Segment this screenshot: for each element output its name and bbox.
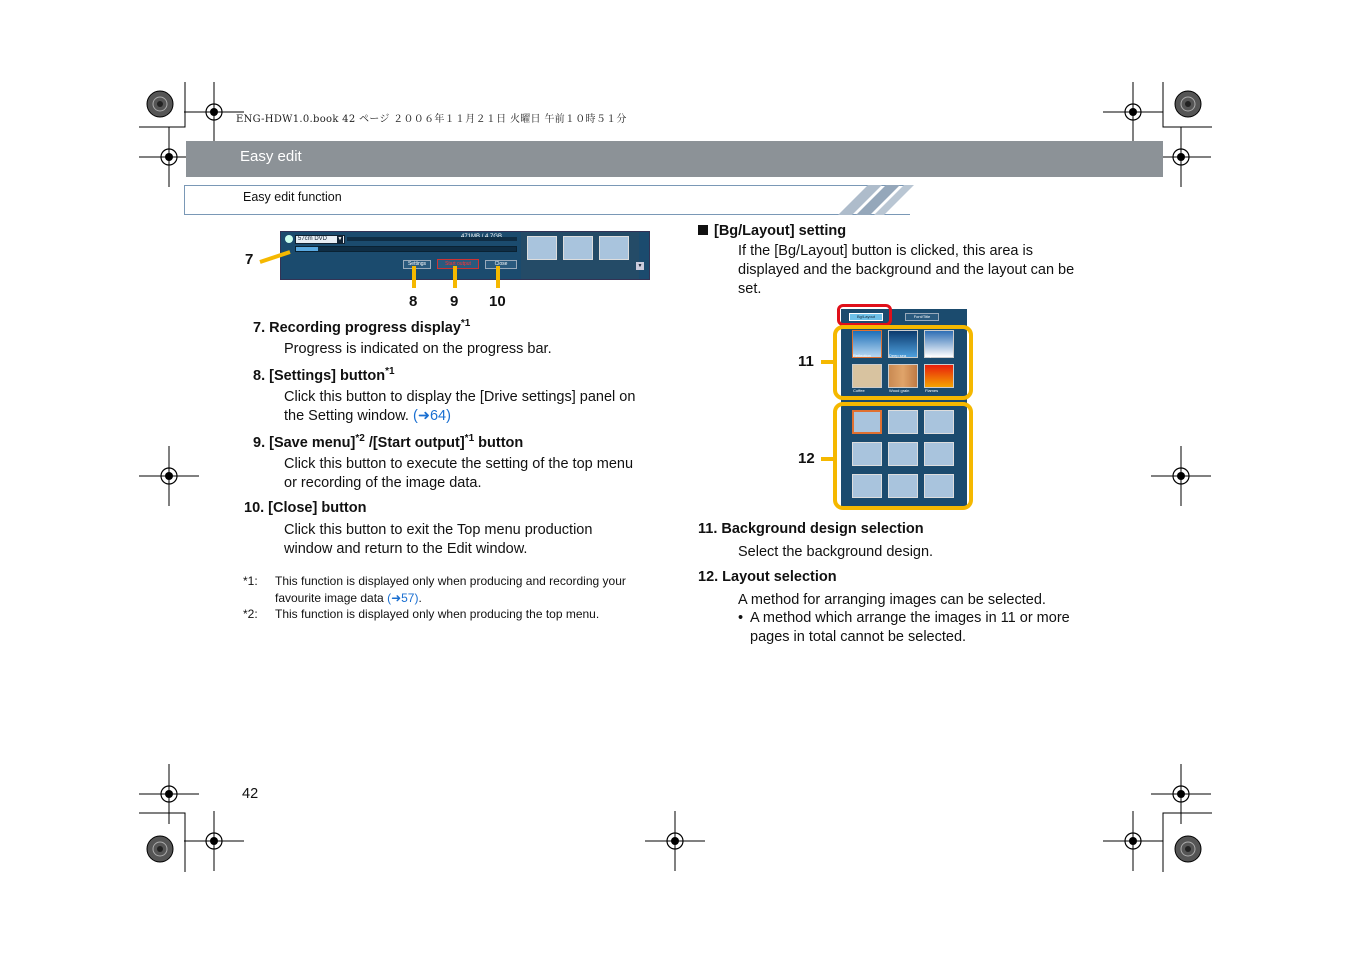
drive-select[interactable] xyxy=(295,235,345,244)
item-8-title: 8. [Settings] button$^{*1}$ xyxy=(253,366,395,384)
close-button[interactable]: Close xyxy=(485,260,517,269)
callout-11-line xyxy=(821,360,833,364)
tab-bg-layout[interactable]: Bg/Layout xyxy=(849,313,883,321)
chapter-header-bar xyxy=(186,141,1163,177)
page-link-64[interactable]: (➜64) xyxy=(412,408,451,424)
item-7-title: 7. Recording progress display$^{*1}$ xyxy=(253,318,471,336)
capacity-bar xyxy=(347,237,517,241)
bg-label-3: Sky xyxy=(925,353,932,358)
callout-11: 11 xyxy=(798,353,814,370)
item-8-body: Click this button to display the [Drive settings] panel on the Setting window. (➜64) xyxy=(284,389,636,424)
chevron-down-icon: ▼ xyxy=(337,236,343,242)
start-output-button[interactable]: Start output xyxy=(437,259,479,269)
drive-select-value: 57cm DVD xyxy=(298,236,328,242)
page-link-57[interactable]: (➜57) xyxy=(387,591,419,605)
callout-7: 7 xyxy=(245,251,254,268)
background-area-highlight xyxy=(833,325,973,400)
tab-font-title[interactable]: Font/Title xyxy=(905,313,939,321)
item-12-body: A method for arranging images can be selected. xyxy=(738,592,1046,608)
item-7-body: Progress is indicated on the progress bar. xyxy=(284,341,552,357)
bg-label-1: Reflection xyxy=(853,353,871,358)
scroll-arrow-icon[interactable]: ▼ xyxy=(637,263,643,269)
section-title: Easy edit function xyxy=(243,190,342,204)
item-11-title: 11. Background design selection xyxy=(698,521,924,537)
item-12-bullet: • A method which arrange the images in 11 or more pages in total cannot be selected. xyxy=(738,610,1070,645)
bg-tab-highlight xyxy=(837,304,892,326)
settings-button[interactable]: Settings xyxy=(403,260,431,269)
item-10-body: Click this button to exit the Top menu production window and return to the Edit window. xyxy=(284,522,593,557)
page-number: 42 xyxy=(242,786,259,802)
callout-9: 9 xyxy=(450,293,459,310)
bg-label-5: Wood grain xyxy=(889,388,910,393)
bg-layout-intro: If the [Bg/Layout] button is clicked, this area is displayed and the background and the layout can be set. xyxy=(738,243,1075,297)
footnote-1: *1: This function is displayed only when producing and recording your favourite image data (➜57). xyxy=(243,574,626,605)
layout-area-highlight xyxy=(833,402,973,510)
bg-layout-heading: [Bg/Layout] setting xyxy=(698,223,846,239)
callout-12: 12 xyxy=(798,450,815,467)
disc-icon xyxy=(285,235,293,243)
item-12-title: 12. Layout selection xyxy=(698,569,837,585)
header-stripes xyxy=(790,185,914,215)
callout-8: 8 xyxy=(409,293,418,310)
bg-label-6: Flames xyxy=(925,388,939,393)
item-10-title: 10. [Close] button xyxy=(244,500,367,516)
callout-12-line xyxy=(821,457,833,461)
item-9-title: 9. [Save menu]$^{*2}$ /[Start output]$^{*1}$ button xyxy=(253,433,524,451)
callout-10: 10 xyxy=(489,293,506,310)
callout-lines-top xyxy=(250,244,670,304)
bg-label-4: Coffee xyxy=(853,388,865,393)
chapter-title: Easy edit xyxy=(240,148,302,165)
bg-label-2: Deep sea xyxy=(889,353,907,358)
item-11-body: Select the background design. xyxy=(738,544,934,560)
print-info: ENG-HDW1.0.book 42 ページ ２００６年１１月２１日 火曜日 午前１０時５１分 xyxy=(236,114,627,125)
square-bullet-icon xyxy=(698,225,708,235)
footnote-2: *2: This function is displayed only when producing the top menu. xyxy=(243,607,600,621)
item-9-body: Click this button to execute the setting of the top menu or recording of the image data. xyxy=(284,456,634,491)
